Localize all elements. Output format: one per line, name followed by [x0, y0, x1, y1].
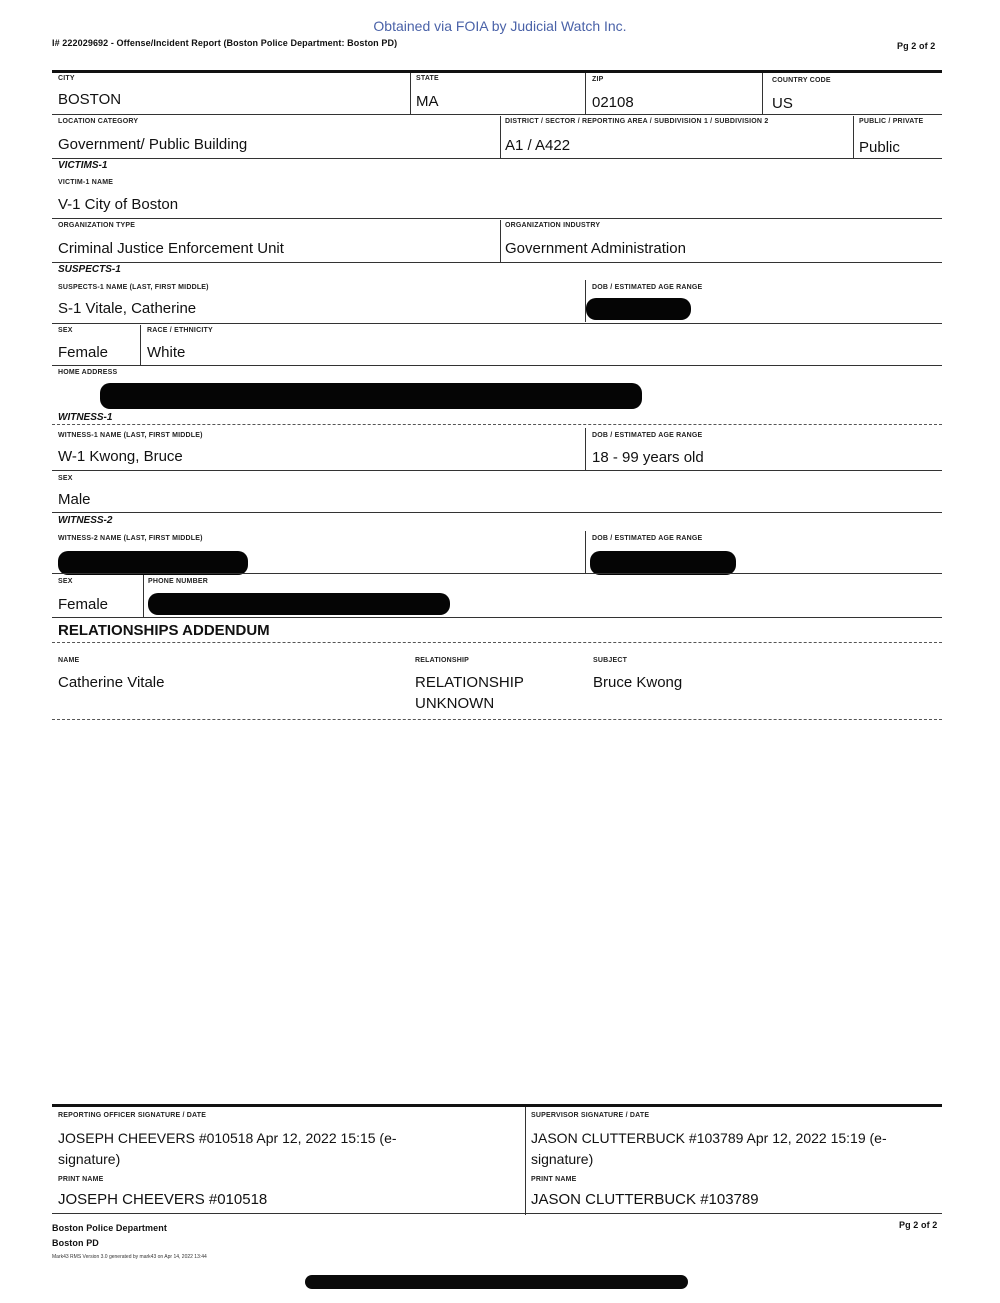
- org-industry-label: ORGANIZATION INDUSTRY: [505, 222, 601, 229]
- suspect-name-value: S-1 Vitale, Catherine: [58, 300, 197, 317]
- redaction-bar: [586, 298, 691, 320]
- addendum-relationship-line2: UNKNOWN: [415, 695, 495, 712]
- zip-value: 02108: [592, 94, 634, 111]
- redaction-bar: [590, 551, 736, 575]
- foia-watermark: Obtained via FOIA by Judicial Watch Inc.: [373, 18, 627, 34]
- suspect-race-value: White: [147, 344, 186, 361]
- supervisor-signature-line2: signature): [531, 1151, 594, 1167]
- addendum-subject-label: SUBJECT: [593, 657, 628, 664]
- addendum-title: RELATIONSHIPS ADDENDUM: [58, 622, 270, 639]
- witness2-section: WITNESS-2: [58, 515, 113, 526]
- officer-signature-block: [58, 1128, 397, 1170]
- divider: [585, 73, 586, 115]
- org-industry-value: Government Administration: [505, 240, 686, 257]
- divider: [410, 73, 411, 115]
- supervisor-signature-block: [531, 1128, 887, 1170]
- row-rule: [52, 573, 942, 574]
- dash-rule: [52, 424, 942, 425]
- footer-pd: Boston PD: [52, 1238, 99, 1248]
- report-title: I# 222029692 - Offense/Incident Report (Boston Police Department: Boston PD): [52, 38, 398, 48]
- witness2-sex-value: Female: [58, 596, 109, 613]
- witness2-dob-label: DOB / ESTIMATED AGE RANGE: [592, 535, 703, 542]
- row-rule: [52, 218, 942, 219]
- witness1-age-value: 18 - 99 years old: [592, 449, 704, 466]
- dash-rule: [52, 719, 942, 720]
- divider: [585, 428, 586, 470]
- public-value: Public: [859, 139, 900, 156]
- victim-name-label: VICTIM-1 NAME: [58, 179, 114, 186]
- country-value: US: [772, 95, 793, 112]
- row-rule: [52, 365, 942, 366]
- row-rule: [52, 470, 942, 471]
- divider: [500, 116, 501, 158]
- divider: [140, 325, 141, 365]
- public-label: PUBLIC / PRIVATE: [859, 118, 924, 125]
- row-rule: [52, 114, 942, 115]
- redaction-bar: [100, 383, 642, 409]
- supervisor-signature-label: SUPERVISOR SIGNATURE / DATE: [531, 1112, 650, 1119]
- officer-print-value: JOSEPH CHEEVERS #010518: [58, 1191, 268, 1208]
- page-number: Pg 2 of 2: [897, 41, 936, 51]
- victims-section: VICTIMS-1: [58, 160, 108, 171]
- footer-department: Boston Police Department: [52, 1223, 167, 1233]
- supervisor-signature-line1: JASON CLUTTERBUCK #103789 Apr 12, 2022 15:19 (e-: [531, 1130, 887, 1146]
- suspect-sex-label: SEX: [58, 327, 73, 334]
- suspect-name-label: SUSPECTS-1 NAME (LAST, FIRST MIDDLE): [58, 284, 209, 291]
- org-type-label: ORGANIZATION TYPE: [58, 222, 136, 229]
- row-rule: [52, 512, 942, 513]
- divider: [500, 220, 501, 262]
- country-label: COUNTRY CODE: [772, 77, 831, 84]
- top-rule: [52, 70, 942, 73]
- divider: [853, 116, 854, 158]
- addendum-name-value: Catherine Vitale: [58, 674, 165, 691]
- witness2-phone-label: PHONE NUMBER: [148, 578, 208, 585]
- suspect-dob-label: DOB / ESTIMATED AGE RANGE: [592, 284, 703, 291]
- witness1-section: WITNESS-1: [58, 412, 113, 423]
- witness2-sex-label: SEX: [58, 578, 73, 585]
- zip-label: ZIP: [592, 76, 604, 83]
- state-value: MA: [416, 93, 439, 110]
- row-rule: [52, 323, 942, 324]
- addendum-relationship-label: RELATIONSHIP: [415, 657, 469, 664]
- victim-name-value: V-1 City of Boston: [58, 196, 179, 213]
- row-rule: [52, 262, 942, 263]
- footer-page-number: Pg 2 of 2: [899, 1220, 938, 1230]
- suspects-section: SUSPECTS-1: [58, 264, 121, 275]
- home-address-label: HOME ADDRESS: [58, 369, 118, 376]
- witness2-name-label: WITNESS-2 NAME (LAST, FIRST MIDDLE): [58, 535, 203, 542]
- officer-signature-line2: signature): [58, 1151, 121, 1167]
- addendum-relationship-line1: RELATIONSHIP: [415, 674, 524, 691]
- addendum-subject-value: Bruce Kwong: [593, 674, 683, 691]
- supervisor-print-label: PRINT NAME: [531, 1176, 577, 1183]
- officer-print-label: PRINT NAME: [58, 1176, 104, 1183]
- witness1-sex-value: Male: [58, 491, 91, 508]
- footer-generated: Mark43 RMS Version 3.0 generated by mark43 on Apr 14, 2022 13:44: [52, 1254, 207, 1260]
- suspect-race-label: RACE / ETHNICITY: [147, 327, 213, 334]
- row-rule: [52, 1213, 942, 1214]
- officer-signature-label: REPORTING OFFICER SIGNATURE / DATE: [58, 1112, 207, 1119]
- supervisor-print-value: JASON CLUTTERBUCK #103789: [531, 1191, 759, 1208]
- state-label: STATE: [416, 75, 439, 82]
- redaction-bar: [148, 593, 450, 615]
- location-category-value: Government/ Public Building: [58, 136, 248, 153]
- divider: [585, 280, 586, 322]
- witness1-dob-label: DOB / ESTIMATED AGE RANGE: [592, 432, 703, 439]
- location-category-label: LOCATION CATEGORY: [58, 118, 139, 125]
- addendum-name-label: NAME: [58, 657, 80, 664]
- dash-rule: [52, 642, 942, 643]
- officer-signature-line1: JOSEPH CHEEVERS #010518 Apr 12, 2022 15:15 (e-: [58, 1130, 397, 1146]
- suspect-sex-value: Female: [58, 344, 109, 361]
- district-value: A1 / A422: [505, 137, 571, 154]
- city-value: BOSTON: [58, 91, 122, 108]
- witness1-sex-label: SEX: [58, 475, 73, 482]
- witness1-name-value: W-1 Kwong, Bruce: [58, 448, 183, 465]
- city-label: CITY: [58, 75, 75, 82]
- divider: [762, 73, 763, 115]
- row-rule: [52, 158, 942, 159]
- divider: [525, 1107, 526, 1215]
- home-indicator[interactable]: [305, 1275, 688, 1289]
- org-type-value: Criminal Justice Enforcement Unit: [58, 240, 284, 257]
- row-rule: [52, 617, 942, 618]
- signature-top-rule: [52, 1104, 942, 1107]
- witness1-name-label: WITNESS-1 NAME (LAST, FIRST MIDDLE): [58, 432, 203, 439]
- district-label: DISTRICT / SECTOR / REPORTING AREA / SUBDIVISION 1 / SUBDIVISION 2: [505, 118, 769, 125]
- divider: [585, 531, 586, 573]
- redaction-bar: [58, 551, 248, 575]
- divider: [143, 575, 144, 617]
